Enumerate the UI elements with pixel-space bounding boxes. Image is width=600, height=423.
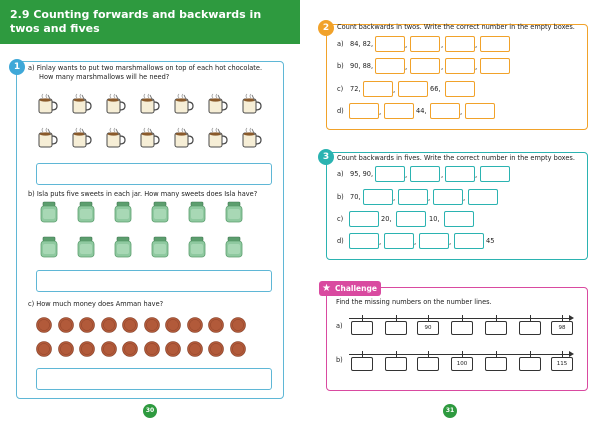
answer-box-c[interactable] — [36, 368, 272, 390]
sweet-jar-icon — [75, 201, 97, 227]
number-line-box[interactable] — [351, 357, 373, 371]
copper-coin-icon — [165, 317, 181, 337]
number-line-value: 100 — [451, 357, 473, 371]
copper-coin-icon — [187, 341, 203, 361]
answer-box[interactable] — [445, 166, 478, 182]
answer-box[interactable] — [398, 189, 431, 205]
hot-chocolate-mug-icon — [172, 127, 194, 153]
comma: , — [379, 238, 382, 246]
answer-box[interactable] — [375, 36, 408, 52]
row-middle-number: 10, — [429, 215, 440, 223]
answer-box[interactable] — [480, 58, 510, 74]
copper-coin-icon — [79, 317, 95, 337]
answer-box[interactable] — [445, 81, 475, 97]
answer-box[interactable] — [419, 233, 452, 249]
comma: , — [441, 63, 444, 71]
row-label: b) — [337, 62, 344, 70]
row-middle-number: 66, — [430, 85, 441, 93]
number-line-box[interactable] — [385, 357, 407, 371]
row-middle-number: 44, — [416, 107, 427, 115]
sweet-jar-icon — [149, 201, 171, 227]
answer-box[interactable] — [430, 103, 463, 119]
answer-box[interactable] — [375, 58, 408, 74]
answer-box[interactable] — [349, 233, 382, 249]
row-label: d) — [337, 237, 344, 245]
comma: , — [475, 171, 478, 179]
copper-coin-icon — [122, 341, 138, 361]
comma: , — [379, 108, 382, 116]
number-line-box[interactable] — [485, 357, 507, 371]
section-number-badge: 2 — [318, 20, 334, 36]
hot-chocolate-mug-icon — [36, 127, 58, 153]
comma: , — [449, 238, 452, 246]
row-label: a) — [337, 40, 344, 48]
section-number-badge: 1 — [9, 59, 25, 75]
page-number-right: 31 — [443, 404, 457, 418]
section-3-instruction: Count backwards in fives. Write the correct number in the empty boxes. — [337, 154, 575, 162]
comma: , — [441, 41, 444, 49]
number-line-box[interactable] — [519, 357, 541, 371]
sweet-jar-icon — [186, 236, 208, 262]
answer-box[interactable] — [363, 189, 396, 205]
comma: , — [405, 41, 408, 49]
answer-box[interactable] — [384, 103, 414, 119]
number-line — [349, 318, 570, 319]
answer-box[interactable] — [465, 103, 495, 119]
hot-chocolate-mug-icon — [240, 93, 262, 119]
page-number-left: 30 — [143, 404, 157, 418]
hot-chocolate-mug-icon — [36, 93, 58, 119]
section-2-instruction: Count backwards in twos. Write the correct number in the empty boxes. — [337, 23, 575, 31]
copper-coin-icon — [144, 317, 160, 337]
answer-box-a[interactable] — [36, 163, 272, 185]
hot-chocolate-mug-icon — [172, 93, 194, 119]
challenge-tab — [319, 281, 381, 296]
row-middle-number: 20, — [381, 215, 392, 223]
hot-chocolate-mug-icon — [70, 127, 92, 153]
comma: , — [393, 86, 396, 94]
copper-coin-icon — [230, 341, 246, 361]
comma: , — [428, 194, 431, 202]
comma: , — [463, 194, 466, 202]
sweet-jar-icon — [112, 236, 134, 262]
copper-coin-icon — [208, 341, 224, 361]
comma: , — [460, 108, 463, 116]
answer-box-b[interactable] — [36, 270, 272, 292]
number-line-box[interactable] — [417, 357, 439, 371]
answer-box[interactable] — [349, 103, 382, 119]
answer-box[interactable] — [375, 166, 408, 182]
answer-box[interactable] — [445, 58, 478, 74]
row-label: d) — [337, 107, 344, 115]
copper-coin-icon — [101, 317, 117, 337]
answer-box[interactable] — [410, 36, 440, 52]
number-line-value: 115 — [551, 357, 573, 371]
number-line-box[interactable] — [519, 321, 541, 335]
copper-coin-icon — [58, 341, 74, 361]
row-end-number: 45 — [486, 237, 495, 245]
page-title: 2.9 Counting forwards and backwards in twos and fives — [10, 8, 262, 35]
challenge-label: Challenge — [335, 284, 377, 293]
row-label: a) — [336, 322, 343, 330]
copper-coin-icon — [187, 317, 203, 337]
answer-box[interactable] — [433, 189, 466, 205]
number-line-box[interactable] — [351, 321, 373, 335]
sweet-jar-icon — [38, 201, 60, 227]
sweet-jar-icon — [186, 201, 208, 227]
hot-chocolate-mug-icon — [104, 93, 126, 119]
copper-coin-icon — [165, 341, 181, 361]
number-line — [349, 354, 570, 355]
hot-chocolate-mug-icon — [138, 127, 160, 153]
answer-box[interactable] — [349, 211, 379, 227]
hot-chocolate-mug-icon — [138, 93, 160, 119]
copper-coin-icon — [101, 341, 117, 361]
hot-chocolate-mug-icon — [240, 127, 262, 153]
row-label: c) — [337, 215, 344, 223]
answer-box[interactable] — [454, 233, 484, 249]
row-label: b) — [337, 193, 344, 201]
sweet-jar-icon — [112, 201, 134, 227]
comma: , — [414, 238, 417, 246]
answer-box[interactable] — [468, 189, 498, 205]
comma: , — [475, 63, 478, 71]
hot-chocolate-mug-icon — [104, 127, 126, 153]
copper-coin-icon — [36, 317, 52, 337]
answer-box[interactable] — [363, 81, 396, 97]
sweet-jar-icon — [223, 236, 245, 262]
copper-coin-icon — [58, 317, 74, 337]
number-line-box[interactable] — [451, 321, 473, 335]
comma: , — [405, 63, 408, 71]
sweet-jar-icon — [149, 236, 171, 262]
answer-box[interactable] — [384, 233, 417, 249]
question-c-text: c) How much money does Amman have? — [28, 300, 164, 308]
question-a-text-line2: How many marshmallows will he need? — [39, 73, 170, 81]
answer-box[interactable] — [444, 211, 474, 227]
copper-coin-icon — [230, 317, 246, 337]
row-start-numbers: 84, 82, — [350, 40, 374, 48]
answer-box[interactable] — [410, 166, 440, 182]
sweet-jar-icon — [38, 236, 60, 262]
comma: , — [405, 171, 408, 179]
hot-chocolate-mug-icon — [206, 127, 228, 153]
challenge-instruction: Find the missing numbers on the number lines. — [336, 298, 492, 306]
comma: , — [475, 41, 478, 49]
comma: , — [441, 171, 444, 179]
sweet-jar-icon — [75, 236, 97, 262]
answer-box[interactable] — [398, 81, 428, 97]
answer-box[interactable] — [445, 36, 478, 52]
copper-coin-icon — [79, 341, 95, 361]
number-line-box[interactable] — [485, 321, 507, 335]
row-start-numbers: 70, — [350, 193, 361, 201]
row-start-numbers: 72, — [350, 85, 361, 93]
question-a-text: a) Finlay wants to put two marshmallows on top of each hot chocolate. — [28, 64, 263, 72]
sweet-jar-icon — [223, 201, 245, 227]
section-number-badge: 3 — [318, 149, 334, 165]
row-start-numbers: 90, 88, — [350, 62, 374, 70]
answer-box[interactable] — [480, 36, 510, 52]
number-line-box[interactable] — [385, 321, 407, 335]
row-label: c) — [337, 85, 344, 93]
question-b-text: b) Isla puts five sweets in each jar. How many sweets does Isla have? — [28, 190, 258, 198]
answer-box[interactable] — [480, 166, 510, 182]
row-start-numbers: 95, 90, — [350, 170, 374, 178]
page-header — [0, 0, 300, 44]
hot-chocolate-mug-icon — [206, 93, 228, 119]
star-icon: ★ — [322, 283, 331, 294]
row-label: b) — [336, 356, 343, 364]
copper-coin-icon — [122, 317, 138, 337]
copper-coin-icon — [208, 317, 224, 337]
comma: , — [393, 194, 396, 202]
number-line-value: 90 — [417, 321, 439, 335]
answer-box[interactable] — [396, 211, 426, 227]
number-line-value: 98 — [551, 321, 573, 335]
answer-box[interactable] — [410, 58, 440, 74]
hot-chocolate-mug-icon — [70, 93, 92, 119]
copper-coin-icon — [36, 341, 52, 361]
copper-coin-icon — [144, 341, 160, 361]
row-label: a) — [337, 170, 344, 178]
